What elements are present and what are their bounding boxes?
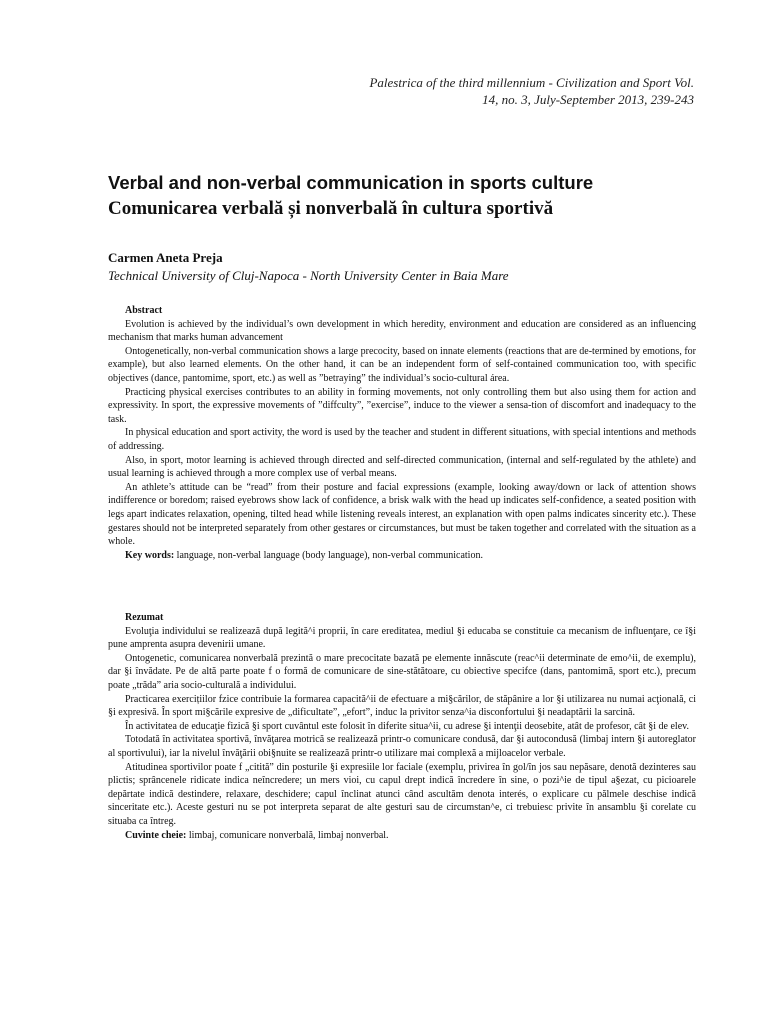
keywords-label: Key words: <box>125 549 175 561</box>
journal-line-1: Palestrica of the third millennium - Civilization and Sport Vol. <box>369 75 694 90</box>
author-affiliation: Technical University of Cluj-Napoca - North University Center in Baia Mare <box>108 268 509 283</box>
rezumat-keywords <box>108 829 696 843</box>
abstract-paragraph: Practicing physical exercises contributes to an ability in forming movements, not only controlling them but also using them for action and expressivity. In sport, the expressive movements of ”diffculty”, ”exercise”, induce to the viewer a sensa-tion of discomfort and inadequacy to the task. <box>108 386 696 425</box>
abstract-paragraph: In physical education and sport activity, the word is used by the teacher and student in different situations, with special intentions and methods of addressing. <box>108 427 696 452</box>
journal-citation <box>274 74 694 108</box>
journal-line-2: 14, no. 3, July-September 2013, 239-243 <box>482 92 694 107</box>
keywords-text: language, non-verbal language (body language), non-verbal communication. <box>174 549 483 561</box>
cuvinte-cheie-text: limbaj, comunicare nonverbală, limbaj nonverbal. <box>186 829 389 841</box>
abstract-paragraph: An athlete’s attitude can be “read” from their posture and facial expressions (example, looking away/down or lack of attention shows indifference or boredom; raised eyebrows show lack of confidence, a brisk walk with the head up indicates self-confidence, a seated position with legs apart indicates relaxation, opening, tilted head while listening reveals interest, an explanation with open palms indicates sincerity etc.). These gestares should not be interpreted separately from other gestares or circumstances, but must be taken together and correlated with the situation as a whole. <box>108 481 696 548</box>
abstract-paragraph: Ontogenetically, non-verbal communication shows a large precocity, based on innate elements (reactions that are de-termined by emotions, for example), but also learned elements. On the other hand, it can be an independent form of self-contained communication too, with specific objectives (dance, pantomime, sport, etc.) as well as ”betraying” the individual’s socio-cultural área. <box>108 345 696 384</box>
rezumat-paragraph: În activitatea de educaţie fizică §i sport cuvântul este folosit în diferite situa^ii, cu adrese §i intenţii deosebite, atât de profesor, cât §i de elev. <box>125 720 689 732</box>
abstract-paragraph: Evolution is achieved by the individual’s own development in which heredity, environment and education are considered as an influencing mechanism that marks human advancement <box>108 318 696 344</box>
rezumat-paragraph: Atitudinea sportivilor poate f „citită” din posturile §i expresiile lor faciale (exemplu, privirea în gol/în jos sau nepăsare, denotă dezinteres sau plictis; sprâncenele ridicate indica neîncredere; un mers vioi, cu capul drept indică încredere în sine, o pozi^ie de tipul a§ezat, cu picioarele depărtate indică destindere, relaxare, deschidere; capul înclinat atunci când ascultăm denota interés, o explicare cu pălmele deschise indică sinceritate etc.). Aceste gesturi nu se pot interpreta separat de alte gesturi sau de circumstan^e, ci trebuiesc privite în ansamblu §i corelate cu situaba ca întreg. <box>108 761 696 827</box>
title-english: Verbal and non-verbal communication in sports culture <box>108 172 594 193</box>
title-romanian: Comunicarea verbală și nonverbală în cultura sportivă <box>108 198 554 219</box>
abstract-heading: Abstract <box>125 305 163 316</box>
abstract-keywords <box>108 549 696 563</box>
cuvinte-cheie-label: Cuvinte cheie: <box>125 829 187 841</box>
abstract-paragraph: Also, in sport, motor learning is achieved through directed and self-directed communication, (internal and self-regulated by the athlete) and usual learning is achieved through a more complex use of verbal means. <box>108 454 696 480</box>
author-name: Carmen Aneta Preja <box>108 250 223 265</box>
abstract-section <box>108 304 696 562</box>
rezumat-paragraph: Totodată în activitatea sportivă, învăţarea motrică se realizează printr-o comunicare condusă, dar §i autocondusă (limbaj intern §i autoreglator al sportivului), iar la nivelul învăţării obi§nuite se realizează printr-o utilizare mai complexă a mijloacelor verbale. <box>108 734 696 759</box>
rezumat-paragraph: Ontogenetic, comunicarea nonverbală prezintă o mare precocitate bazată pe elemente innăscute (reac^ii determinate de emo^ii, de exemplu), dar §i învădate. Pe de altă parte poate f o formă de comunicare de sine-stătătoare, cu obiective specifce (dans, pantomimă, sport etc.), precum poate „trăda” aria socio-culturală a individului. <box>108 652 696 691</box>
rezumat-paragraph: Practicarea exercițiilor fzice contribuie la formarea capacită^ii de efectuare a mi§cărilor, de stăpânire a lor §i utilizarea nu numai acţională, ci §i expresivă. În sport mi§cările expresive de „dificultate”, „efort”, induc la privitor senza^ia disconfortului §i neadaptării la sarcină. <box>108 693 696 719</box>
rezumat-heading: Rezumat <box>125 612 164 623</box>
rezumat-paragraph: Evoluţia individului se realizează după legită^i proprii, în care ereditatea, mediul §i educaba se constituie ca mecanism de influenţare, ce î§i pune amprenta asupra devenirii umane. <box>108 625 696 651</box>
rezumat-section <box>108 611 696 842</box>
